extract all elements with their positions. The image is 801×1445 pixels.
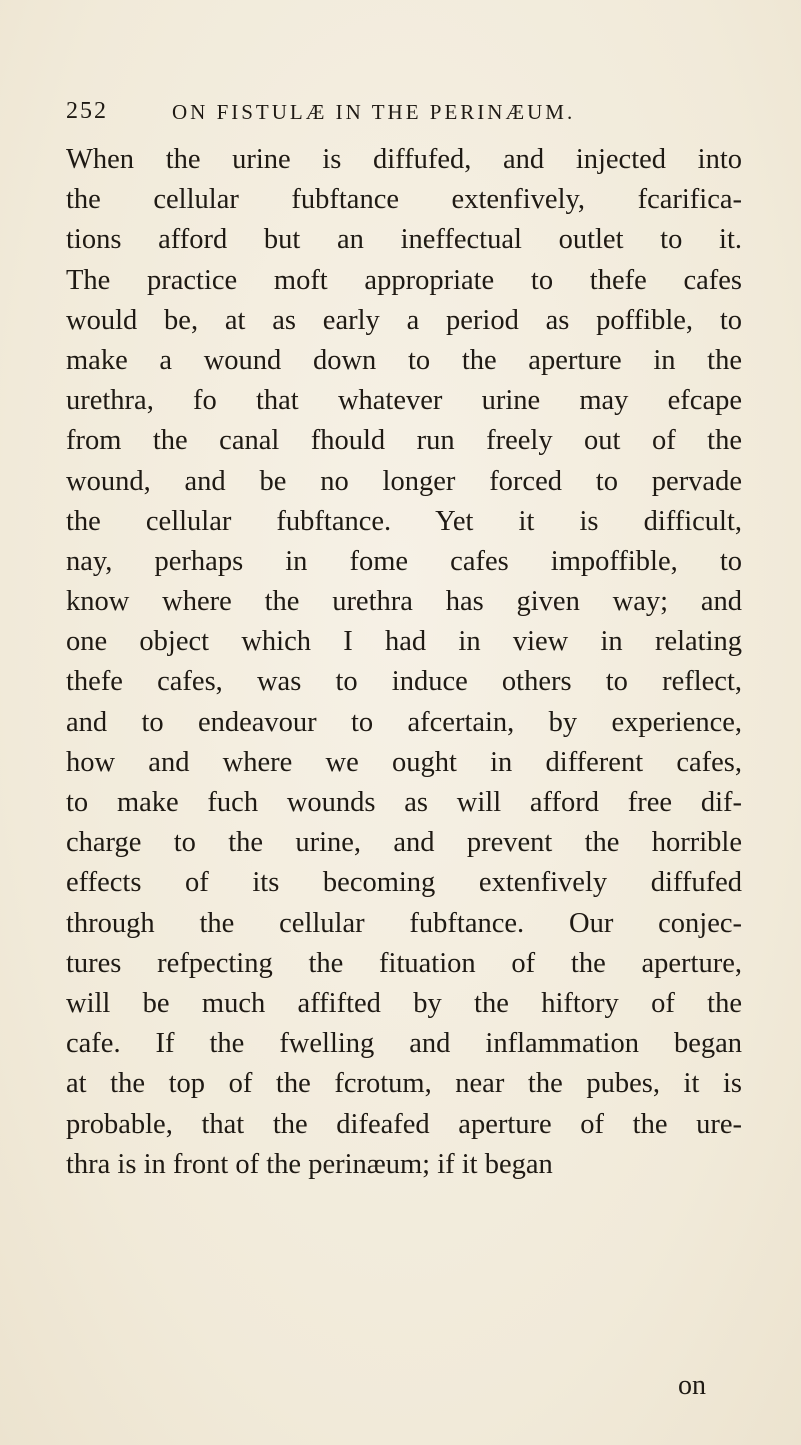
text-line: urethra, fo that whatever urine may efcape [66, 385, 742, 417]
text-line: will be much affifted by the hiftory of the [66, 987, 742, 1019]
text-line: effects of its becoming extenfively diffufed [66, 867, 742, 899]
text-line: to make fuch wounds as will afford free dif- [66, 787, 742, 818]
text-line: at the top of the fcrotum, near the pubes, it is [66, 1068, 742, 1100]
text-line: the cellular fubftance extenfively, fcarifica- [66, 184, 742, 216]
text-line: tions afford but an ineffectual outlet to it. [66, 224, 742, 256]
text-line: nay, perhaps in fome cafes impoffible, to [66, 545, 742, 577]
text-line: thra is in front of the perinæum; if it began [66, 1148, 553, 1180]
text-line: charge to the urine, and prevent the horrible [66, 827, 742, 859]
text-line: The practice moft appropriate to thefe cafes [66, 264, 742, 296]
text-line: tures refpecting the fituation of the aperture, [66, 947, 742, 979]
text-line: one object which I had in view in relating [66, 626, 742, 658]
text-line: When the urine is diffufed, and injected into [66, 144, 742, 175]
running-head-title: ON FISTULÆ IN THE PERINÆUM. [172, 100, 576, 124]
text-line: and to endeavour to afcertain, by experience, [66, 706, 742, 738]
text-line: would be, at as early a period as poffible, to [66, 304, 742, 336]
text-line: know where the urethra has given way; and [66, 586, 742, 618]
text-line: wound, and be no longer forced to pervade [66, 465, 742, 497]
running-head [66, 98, 746, 134]
text-line: make a wound down to the aperture in the [66, 344, 742, 376]
text-line: from the canal fhould run freely out of the [66, 425, 742, 457]
text-line: the cellular fubftance. Yet it is difficult, [66, 505, 742, 537]
catchword: on [678, 1370, 706, 1401]
text-line: cafe. If the fwelling and inflammation began [66, 1028, 742, 1060]
text-line: thefe cafes, was to induce others to reflect, [66, 666, 742, 698]
body-text [66, 140, 742, 1185]
page-number: 252 [66, 98, 108, 124]
text-line: how and where we ought in different cafes, [66, 746, 742, 778]
text-line: probable, that the difeafed aperture of the ure- [66, 1108, 742, 1140]
text-line: through the cellular fubftance. Our conjec- [66, 907, 742, 939]
